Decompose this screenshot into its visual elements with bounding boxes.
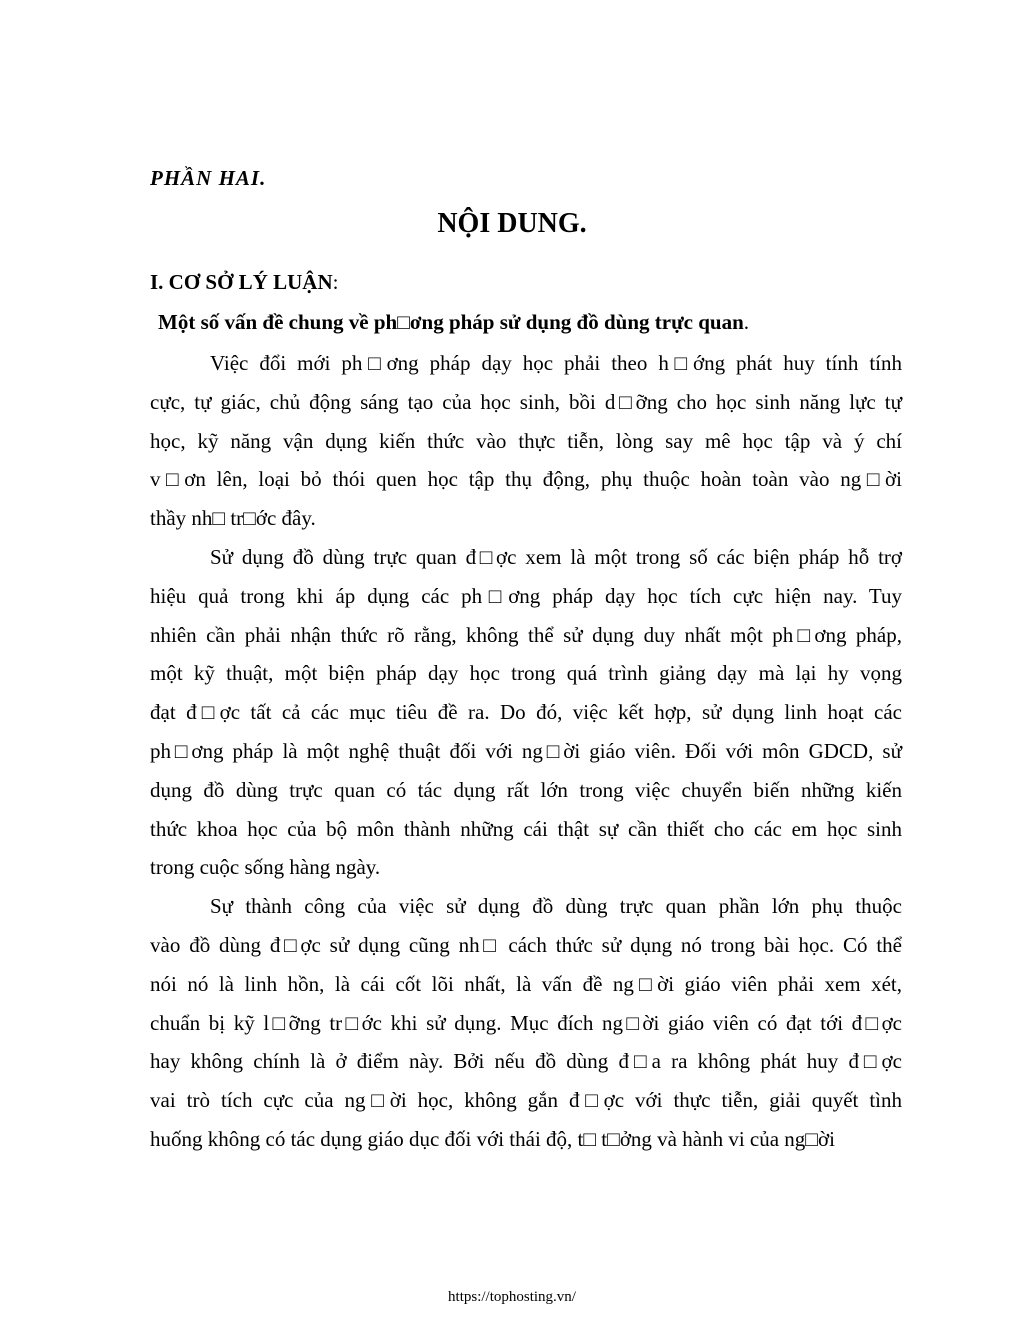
paragraph-line: thầy nh□ tr□ớc đây. <box>150 506 316 531</box>
paragraph <box>150 887 902 1159</box>
paragraph-line: v□ơn lên, loại bỏ thói quen học tập thụ động, phụ thuộc hoàn toàn vào ng□ời <box>150 467 902 492</box>
subheading-dot: . <box>743 310 750 334</box>
paragraph-line: Việc đổi mới ph□ơng pháp dạy học phải theo h□ớng phát huy tính tính <box>210 351 902 375</box>
section-heading <box>150 270 338 295</box>
subheading-text: Một số vấn đề chung về ph□ơng pháp sử dụng đồ dùng trực quan <box>158 310 744 334</box>
main-title: NỘI DUNG. <box>437 208 587 239</box>
paragraph-line: dụng đồ dùng trực quan có tác dụng rất lớn trong việc chuyển biến những kiến <box>150 777 902 802</box>
paragraph-line: Sử dụng đồ dùng trực quan đ□ợc xem là một trong số các biện pháp hỗ trợ <box>210 544 902 569</box>
section-heading-label: I. CƠ SỞ LÝ LUẬN <box>150 270 333 294</box>
paragraph-line: ph□ơng pháp là một nghệ thuật đối với ng□ời giáo viên. Đối với môn GDCD, sử <box>150 738 902 763</box>
paragraph-line: hay không chính là ở điểm này. Bởi nếu đồ dùng đ□a ra không phát huy đ□ợc <box>150 1049 902 1074</box>
paragraph-line: nói nó là linh hồn, là cái cốt lõi nhất, là vấn đề ng□ời giáo viên phải xem xét, <box>150 971 902 996</box>
section-heading-colon: : <box>332 270 339 294</box>
part-heading: PHẦN HAI. <box>150 166 267 190</box>
paragraph-line: một kỹ thuật, một biện pháp dạy học trong quá trình giảng dạy mà lại hy vọng <box>150 661 902 686</box>
body-text <box>150 344 902 1159</box>
paragraph-line: hiệu quả trong khi áp dụng các ph□ơng pháp dạy học tích cực hiện nay. Tuy <box>150 583 902 608</box>
paragraph-line: đạt đ□ợc tất cả các mục tiêu đề ra. Do đó, việc kết hợp, sử dụng linh hoạt các <box>150 700 902 725</box>
paragraph <box>150 344 902 538</box>
paragraph-line: trong cuộc sống hàng ngày. <box>150 855 381 880</box>
subheading <box>158 310 749 335</box>
paragraph-line: Sự thành công của việc sử dụng đồ dùng trực quan phần lớn phụ thuộc <box>210 894 902 919</box>
paragraph-line: vai trò tích cực của ng□ời học, không gắn đ□ợc với thực tiễn, giải quyết tình <box>150 1088 902 1113</box>
paragraph-line: chuẩn bị kỹ l□ỡng tr□ớc khi sử dụng. Mục đích ng□ời giáo viên có đạt tới đ□ợc <box>150 1010 902 1035</box>
paragraph-line: cực, tự giác, chủ động sáng tạo của học sinh, bồi d□ỡng cho học sinh năng lực tự <box>150 389 902 414</box>
paragraph-line: huống không có tác dụng giáo dục đối với thái độ, t□ t□ởng và hành vi của ng□ời <box>150 1126 835 1151</box>
paragraph-line: thức khoa học của bộ môn thành những cái thật sự cần thiết cho các em học sinh <box>150 816 902 841</box>
footer-url: https://tophosting.vn/ <box>448 1289 576 1305</box>
paragraph-line: học, kỹ năng vận dụng kiến thức vào thực tiễn, lòng say mê học tập và ý chí <box>150 428 902 453</box>
paragraph-line: nhiên cần phải nhận thức rõ rằng, không thể sử dụng duy nhất một ph□ơng pháp, <box>150 622 902 647</box>
paragraph <box>150 538 902 887</box>
paragraph-line: vào đồ dùng đ□ợc sử dụng cũng nh□ cách thức sử dụng nó trong bài học. Có thể <box>150 932 902 957</box>
